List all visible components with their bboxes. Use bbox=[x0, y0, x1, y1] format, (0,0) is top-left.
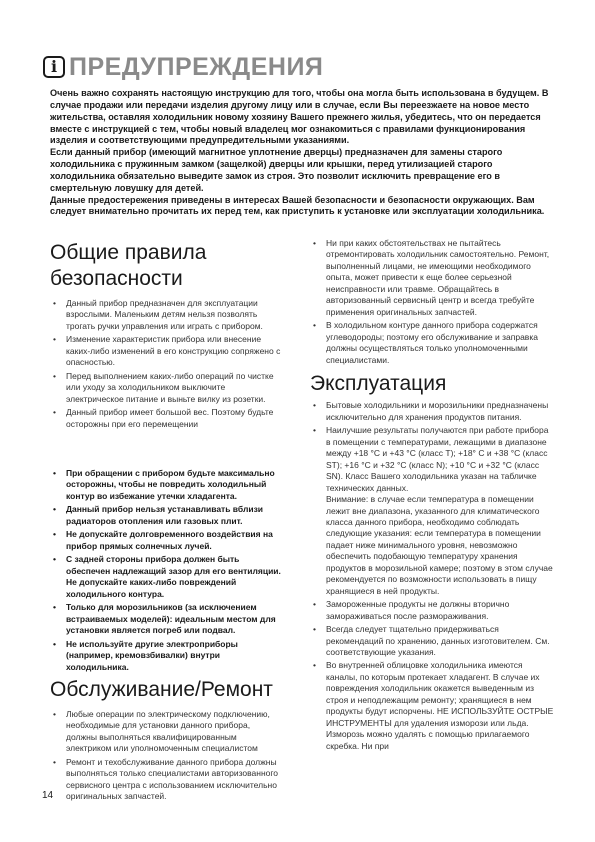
list-item: • В холодильном контуре данного прибора содержатся углеводороды; поэтому его обслуживание и заправка должны осуществляться только уполномоченными специалистами. bbox=[310, 320, 555, 366]
page-title: ПРЕДУПРЕЖДЕНИЯ bbox=[69, 53, 324, 81]
list-item: • Бытовые холодильники и морозильники предназначены исключительно для хранения продуктов питания. bbox=[310, 400, 555, 423]
list-item: • Перед выполнением каких-либо операций по чистке или уходу за холодильником выключите электрическое питание и выньте вилку из розетки. bbox=[50, 371, 282, 405]
list-item: • Изменение характеристик прибора или внесение каких-либо изменений в его конструкцию сопряжено с опасностью. bbox=[50, 334, 282, 368]
list-item: • Всегда следует тщательно придерживаться рекомендаций по хранению, данных изготовителем. См. соответствующие указания. bbox=[310, 624, 555, 658]
section-heading-general-safety: Общие правила безопасности bbox=[50, 241, 207, 290]
list-item: • Наилучшие результаты получаются при работе прибора в помещении с температурами, лежащими в диапазоне между +18 °C и +43 °C (класс T); +18° C и +38 °C (класс ST); +16 °C и +32 °C (класс N); +10 °C и +32 °C (класс SN). Класс Вашего холодильника указан на табличке технических данных. Внимание: в случае если температура в помещении лежит вне диапазона, указанного для климатического класса данного прибора, необходимо соблюдать следующие указания: если температура в помещении падает ниже минимального уровня, невозможно обеспечить подобающую температуру хранения продуктов в морозильной камере; поэтому в этом случае рекомендуется по возможности использовать в пищу хранящиеся в ней продукты. bbox=[310, 425, 555, 597]
list-item: • Не используйте другие электроприборы (например, кремовзбивалки) внутри холодильника. bbox=[50, 639, 282, 674]
intro-text bbox=[50, 88, 550, 218]
service-list bbox=[50, 709, 282, 803]
left-column bbox=[50, 240, 282, 805]
list-item: • Ни при каких обстоятельствах не пытайтесь отремонтировать холодильник самостоятельно. Ремонт, выполненный лицами, не имеющими необходимого опыта, может привести к еще более серьезной неисправности или травме. Обращайтесь в авторизованный сервисный центр и всегда требуйте применения оригинальных запчастей. bbox=[310, 238, 555, 318]
list-item: • Данный прибор предназначен для эксплуатации взрослыми. Маленьким детям нельзя позволять трогать ручки управления или играть с прибором. bbox=[50, 298, 282, 332]
service-continued-list bbox=[310, 238, 555, 366]
right-column bbox=[310, 238, 555, 754]
general-safety-list bbox=[50, 298, 282, 430]
list-item: • С задней стороны прибора должен быть обеспечен надлежащий зазор для его вентиляции. Не допускайте каких-либо повреждений холодильного контура. bbox=[50, 554, 282, 600]
list-item: • Ремонт и техобслуживание данного прибора должны выполняться только специалистами авторизованного сервисного центра с использованием исключительно оригинальных запчастей. bbox=[50, 757, 282, 803]
title-row bbox=[43, 52, 323, 82]
intro-paragraph: Данные предостережения приведены в интересах Вашей безопасности и безопасности окружающих. Вам следует внимательно прочитать их перед тем, как приступить к установке или эксплуатации холодильника. bbox=[50, 194, 545, 217]
list-item: • При обращении с прибором будьте максимально осторожны, чтобы не повредить холодильный контур во избежание утечки хладагента. bbox=[50, 468, 282, 503]
info-icon: i bbox=[43, 56, 65, 78]
section-heading-service: Обслуживание/Ремонт bbox=[50, 678, 273, 702]
section-heading-operation: Эксплуатация bbox=[310, 371, 447, 395]
intro-paragraph: Если данный прибор (имеющий магнитное уплотнение дверцы) предназначен для замены старого холодильника с пружинным замком (защелкой) дверцы или крышки, перед утилизацией старого холодильника обязательно выведите замок из строя. Это позволит исключить превращение его в смертельную ловушку для детей. bbox=[50, 147, 503, 193]
page-number: 14 bbox=[42, 790, 54, 801]
list-item: • Только для морозильников (за исключением встраиваемых моделей): идеальным местом для установки является погреб или подвал. bbox=[50, 602, 282, 637]
list-item: • Не допускайте долговременного воздействия на прибор прямых солнечных лучей. bbox=[50, 529, 282, 552]
operation-list bbox=[310, 400, 555, 752]
list-item: • Данный прибор нельзя устанавливать вблизи радиаторов отопления или газовых плит. bbox=[50, 504, 282, 527]
list-item: • Во внутренней облицовке холодильника имеются каналы, по которым протекает хладагент. В случае их повреждения холодильник окажется выведенным из строя и неподлежащим ремонту; хранящиеся в нем продукты будут испорчены. НЕ ИСПОЛЬЗУЙТЕ ОСТРЫЕ ИНСТРУМЕНТЫ для удаления изморози или льда. Изморозь можно удалять с помощью прилагаемого скребка. Ни при bbox=[310, 660, 555, 752]
list-item: • Любые операции по электрическому подключению, необходимые для установки данного прибора, должны выполняться квалифицированным электриком или уполномоченным специалистом bbox=[50, 709, 282, 755]
list-item: • Данный прибор имеет большой вес. Поэтому будьте осторожны при его перемещении bbox=[50, 407, 282, 430]
list-item: • Замороженные продукты не должны вторично замораживаться после размораживания. bbox=[310, 599, 555, 622]
bold-warnings-list bbox=[50, 468, 282, 674]
intro-paragraph: Очень важно сохранять настоящую инструкцию для того, чтобы она могла быть использована в будущем. В случае продажи или передачи изделия другому лицу или в случае, если Вы переезжаете на новое место жительства, оставляя холодильник новому хозяину Вашего прежнего жилья, убедитесь, что он передается вместе с инструкцией с тем, чтобы новый владелец мог ознакомиться с правилами функционирования изделия и соответствующими предупредительными указаниями. bbox=[50, 88, 549, 146]
